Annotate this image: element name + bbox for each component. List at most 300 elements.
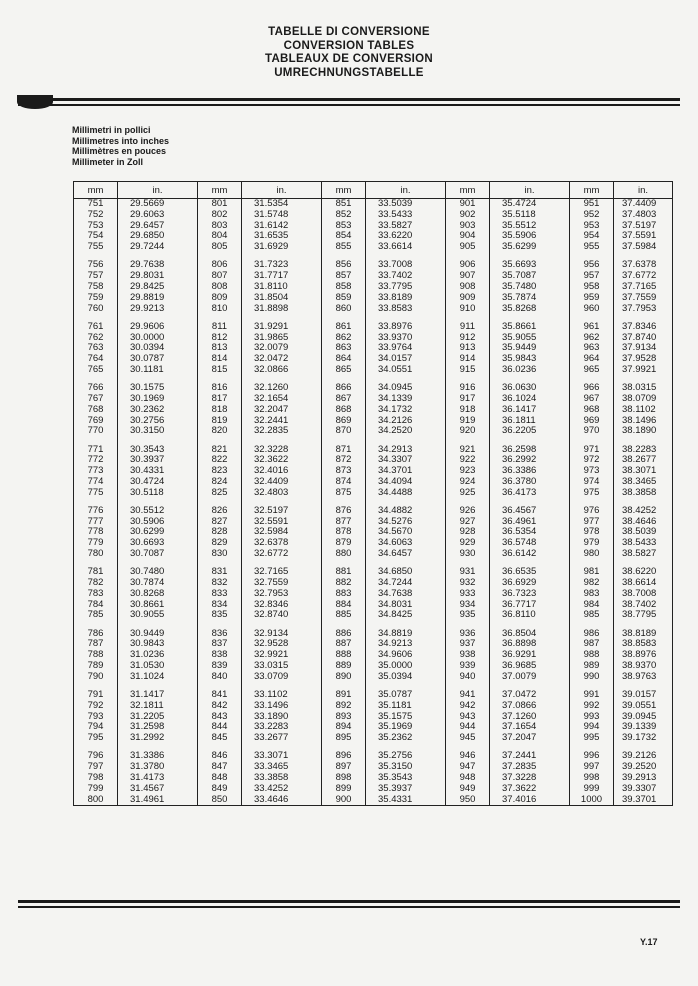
- mm-cell: 905: [446, 242, 490, 253]
- mm-cell: 986: [570, 629, 614, 640]
- title-italian: TABELLE DI CONVERSIONE: [268, 26, 430, 38]
- mm-cell: 845: [198, 733, 242, 744]
- inch-cell: 29.8031: [118, 271, 198, 282]
- inch-cell: 34.2913: [366, 445, 446, 456]
- table-row: [74, 322, 673, 333]
- mm-cell: 942: [446, 701, 490, 712]
- mm-cell: 962: [570, 333, 614, 344]
- inch-cell: 31.1024: [118, 672, 198, 683]
- inch-cell: 39.0945: [614, 712, 673, 723]
- inch-cell: 32.9528: [242, 639, 322, 650]
- inch-cell: 39.2913: [614, 773, 673, 784]
- table-subtitles: [72, 125, 169, 167]
- inch-cell: 35.2756: [366, 751, 446, 762]
- mm-cell: 790: [74, 672, 118, 683]
- inch-cell: 32.8740: [242, 610, 322, 621]
- mm-cell: 918: [446, 405, 490, 416]
- inch-cell: 36.1417: [490, 405, 570, 416]
- inch-cell: 38.2677: [614, 455, 673, 466]
- inch-cell: 38.3858: [614, 488, 673, 499]
- inch-cell: 31.2598: [118, 722, 198, 733]
- inch-cell: 29.7638: [118, 260, 198, 271]
- mm-cell: 798: [74, 773, 118, 784]
- inch-cell: 38.7795: [614, 610, 673, 621]
- inch-cell: 32.6772: [242, 549, 322, 560]
- inch-cell: 34.6457: [366, 549, 446, 560]
- inch-cell: 38.1102: [614, 405, 673, 416]
- mm-cell: 800: [74, 795, 118, 806]
- inch-cell: 32.0079: [242, 343, 322, 354]
- inch-cell: 38.0315: [614, 383, 673, 394]
- mm-cell: 824: [198, 477, 242, 488]
- inch-cell: 37.5197: [614, 221, 673, 232]
- mm-cell: 917: [446, 394, 490, 405]
- inch-cell: 30.2756: [118, 416, 198, 427]
- table-row: [74, 242, 673, 253]
- inch-cell: 38.6614: [614, 578, 673, 589]
- mm-cell: 920: [446, 426, 490, 437]
- inch-cell: 38.3071: [614, 466, 673, 477]
- mm-cell: 982: [570, 578, 614, 589]
- mm-cell: 868: [322, 405, 366, 416]
- inch-cell: 31.4961: [118, 795, 198, 806]
- inch-cell: 38.8189: [614, 629, 673, 640]
- mm-cell: 775: [74, 488, 118, 499]
- mm-cell: 927: [446, 517, 490, 528]
- inch-cell: 31.0236: [118, 650, 198, 661]
- inch-cell: 39.0551: [614, 701, 673, 712]
- inch-cell: 35.7480: [490, 282, 570, 293]
- mm-cell: 996: [570, 751, 614, 762]
- mm-cell: 762: [74, 333, 118, 344]
- mm-cell: 913: [446, 343, 490, 354]
- mm-cell: 947: [446, 762, 490, 773]
- inch-cell: 32.5197: [242, 506, 322, 517]
- inch-cell: 37.2047: [490, 733, 570, 744]
- inch-cell: 36.2205: [490, 426, 570, 437]
- inch-cell: 36.9685: [490, 661, 570, 672]
- mm-cell: 809: [198, 293, 242, 304]
- inch-cell: 31.6929: [242, 242, 322, 253]
- inch-cell: 33.5827: [366, 221, 446, 232]
- inch-cell: 35.0394: [366, 672, 446, 683]
- mm-cell: 801: [198, 199, 242, 210]
- inch-cell: 33.8189: [366, 293, 446, 304]
- inch-cell: 35.1181: [366, 701, 446, 712]
- mm-cell: 931: [446, 567, 490, 578]
- inch-cell: 34.3701: [366, 466, 446, 477]
- inch-cell: 36.3780: [490, 477, 570, 488]
- header-in: in.: [614, 182, 673, 199]
- mm-cell: 928: [446, 527, 490, 538]
- table-row: [74, 210, 673, 221]
- inch-cell: 29.6063: [118, 210, 198, 221]
- mm-cell: 923: [446, 466, 490, 477]
- inch-cell: 35.0000: [366, 661, 446, 672]
- mm-cell: 902: [446, 210, 490, 221]
- inch-cell: 37.4409: [614, 199, 673, 210]
- mm-cell: 946: [446, 751, 490, 762]
- table-row: [74, 672, 673, 683]
- inch-cell: 36.2992: [490, 455, 570, 466]
- mm-cell: 981: [570, 567, 614, 578]
- inch-cell: 38.1496: [614, 416, 673, 427]
- inch-cell: 37.9528: [614, 354, 673, 365]
- subtitle-german: Millimeter in Zoll: [72, 156, 144, 167]
- mm-cell: 760: [74, 304, 118, 315]
- inch-cell: 32.0472: [242, 354, 322, 365]
- inch-cell: 39.1339: [614, 722, 673, 733]
- mm-cell: 888: [322, 650, 366, 661]
- mm-cell: 862: [322, 333, 366, 344]
- mm-cell: 894: [322, 722, 366, 733]
- mm-cell: 811: [198, 322, 242, 333]
- inch-cell: 36.8504: [490, 629, 570, 640]
- inch-cell: 38.4252: [614, 506, 673, 517]
- mm-cell: 959: [570, 293, 614, 304]
- mm-cell: 855: [322, 242, 366, 253]
- mm-cell: 849: [198, 784, 242, 795]
- inch-cell: 31.6535: [242, 231, 322, 242]
- inch-cell: 31.4173: [118, 773, 198, 784]
- inch-cell: 29.7244: [118, 242, 198, 253]
- inch-cell: 38.4646: [614, 517, 673, 528]
- inch-cell: 36.6535: [490, 567, 570, 578]
- mm-cell: 998: [570, 773, 614, 784]
- inch-cell: 33.1496: [242, 701, 322, 712]
- inch-cell: 33.5433: [366, 210, 446, 221]
- inch-cell: 37.6378: [614, 260, 673, 271]
- mm-cell: 827: [198, 517, 242, 528]
- mm-cell: 840: [198, 672, 242, 683]
- inch-cell: 38.8583: [614, 639, 673, 650]
- mm-cell: 907: [446, 271, 490, 282]
- mm-cell: 990: [570, 672, 614, 683]
- mm-cell: 841: [198, 690, 242, 701]
- inch-cell: 34.6063: [366, 538, 446, 549]
- mm-cell: 938: [446, 650, 490, 661]
- inch-cell: 33.7008: [366, 260, 446, 271]
- inch-cell: 33.5039: [366, 199, 446, 210]
- mm-cell: 896: [322, 751, 366, 762]
- mm-cell: 881: [322, 567, 366, 578]
- mm-cell: 863: [322, 343, 366, 354]
- inch-cell: 31.2992: [118, 733, 198, 744]
- inch-cell: 33.3858: [242, 773, 322, 784]
- mm-cell: 823: [198, 466, 242, 477]
- inch-cell: 30.1181: [118, 365, 198, 376]
- mm-cell: 930: [446, 549, 490, 560]
- mm-cell: 821: [198, 445, 242, 456]
- mm-cell: 983: [570, 589, 614, 600]
- inch-cell: 35.3150: [366, 762, 446, 773]
- inch-cell: 31.3780: [118, 762, 198, 773]
- page-titles: [0, 26, 698, 80]
- inch-cell: 30.5118: [118, 488, 198, 499]
- mm-cell: 978: [570, 527, 614, 538]
- inch-cell: 30.0787: [118, 354, 198, 365]
- inch-cell: 30.3543: [118, 445, 198, 456]
- inch-cell: 34.4882: [366, 506, 446, 517]
- mm-cell: 854: [322, 231, 366, 242]
- table-row: [74, 405, 673, 416]
- mm-cell: 836: [198, 629, 242, 640]
- mm-cell: 818: [198, 405, 242, 416]
- mm-cell: 969: [570, 416, 614, 427]
- mm-cell: 949: [446, 784, 490, 795]
- inch-cell: 37.7165: [614, 282, 673, 293]
- mm-cell: 957: [570, 271, 614, 282]
- mm-cell: 778: [74, 527, 118, 538]
- inch-cell: 34.9213: [366, 639, 446, 650]
- inch-cell: 37.5984: [614, 242, 673, 253]
- mm-cell: 984: [570, 600, 614, 611]
- inch-cell: 35.6299: [490, 242, 570, 253]
- mm-cell: 993: [570, 712, 614, 723]
- inch-cell: 30.7087: [118, 549, 198, 560]
- inch-cell: 37.7559: [614, 293, 673, 304]
- mm-cell: 763: [74, 343, 118, 354]
- mm-cell: 997: [570, 762, 614, 773]
- mm-cell: 999: [570, 784, 614, 795]
- inch-cell: 31.8110: [242, 282, 322, 293]
- table-row: [74, 304, 673, 315]
- inch-cell: 34.7638: [366, 589, 446, 600]
- inch-cell: 31.5748: [242, 210, 322, 221]
- inch-cell: 35.3543: [366, 773, 446, 784]
- mm-cell: 832: [198, 578, 242, 589]
- inch-cell: 33.8976: [366, 322, 446, 333]
- mm-cell: 897: [322, 762, 366, 773]
- mm-cell: 810: [198, 304, 242, 315]
- mm-cell: 945: [446, 733, 490, 744]
- mm-cell: 885: [322, 610, 366, 621]
- mm-cell: 828: [198, 527, 242, 538]
- inch-cell: 30.0394: [118, 343, 198, 354]
- inch-cell: 32.2441: [242, 416, 322, 427]
- inch-cell: 35.0787: [366, 690, 446, 701]
- mm-cell: 953: [570, 221, 614, 232]
- inch-cell: 33.9370: [366, 333, 446, 344]
- mm-cell: 977: [570, 517, 614, 528]
- inch-cell: 38.5827: [614, 549, 673, 560]
- inch-cell: 36.4173: [490, 488, 570, 499]
- mm-cell: 922: [446, 455, 490, 466]
- mm-cell: 967: [570, 394, 614, 405]
- mm-cell: 852: [322, 210, 366, 221]
- inch-cell: 31.8898: [242, 304, 322, 315]
- mm-cell: 933: [446, 589, 490, 600]
- mm-cell: 879: [322, 538, 366, 549]
- inch-cell: 36.5748: [490, 538, 570, 549]
- mm-cell: 756: [74, 260, 118, 271]
- mm-cell: 802: [198, 210, 242, 221]
- inch-cell: 36.1024: [490, 394, 570, 405]
- mm-cell: 835: [198, 610, 242, 621]
- inch-cell: 38.9370: [614, 661, 673, 672]
- inch-cell: 32.6378: [242, 538, 322, 549]
- conversion-table: [73, 181, 673, 806]
- inch-cell: 30.9055: [118, 610, 198, 621]
- mm-cell: 820: [198, 426, 242, 437]
- mm-cell: 789: [74, 661, 118, 672]
- inch-cell: 30.2362: [118, 405, 198, 416]
- inch-cell: 38.6220: [614, 567, 673, 578]
- mm-cell: 860: [322, 304, 366, 315]
- inch-cell: 35.5118: [490, 210, 570, 221]
- title-english: CONVERSION TABLES: [283, 39, 415, 52]
- mm-cell: 906: [446, 260, 490, 271]
- mm-cell: 935: [446, 610, 490, 621]
- mm-cell: 994: [570, 722, 614, 733]
- inch-cell: 36.9291: [490, 650, 570, 661]
- inch-cell: 30.6299: [118, 527, 198, 538]
- mm-cell: 837: [198, 639, 242, 650]
- table-row: [74, 293, 673, 304]
- mm-cell: 976: [570, 506, 614, 517]
- inch-cell: 36.8110: [490, 610, 570, 621]
- mm-cell: 921: [446, 445, 490, 456]
- inch-cell: 36.4567: [490, 506, 570, 517]
- inch-cell: 32.7165: [242, 567, 322, 578]
- mm-cell: 886: [322, 629, 366, 640]
- mm-cell: 803: [198, 221, 242, 232]
- inch-cell: 37.9134: [614, 343, 673, 354]
- inch-cell: 39.2126: [614, 751, 673, 762]
- table-row: [74, 549, 673, 560]
- mm-cell: 929: [446, 538, 490, 549]
- mm-cell: 757: [74, 271, 118, 282]
- inch-cell: 37.5591: [614, 231, 673, 242]
- inch-cell: 37.8740: [614, 333, 673, 344]
- mm-cell: 774: [74, 477, 118, 488]
- inch-cell: 30.0000: [118, 333, 198, 344]
- mm-cell: 912: [446, 333, 490, 344]
- inch-cell: 37.4803: [614, 210, 673, 221]
- mm-cell: 991: [570, 690, 614, 701]
- inch-cell: 39.3307: [614, 784, 673, 795]
- mm-cell: 954: [570, 231, 614, 242]
- inch-cell: 38.8976: [614, 650, 673, 661]
- inch-cell: 36.3386: [490, 466, 570, 477]
- inch-cell: 32.9921: [242, 650, 322, 661]
- inch-cell: 35.8661: [490, 322, 570, 333]
- mm-cell: 830: [198, 549, 242, 560]
- inch-cell: 33.6614: [366, 242, 446, 253]
- mm-cell: 792: [74, 701, 118, 712]
- inch-cell: 30.3150: [118, 426, 198, 437]
- mm-cell: 1000: [570, 795, 614, 806]
- mm-cell: 963: [570, 343, 614, 354]
- inch-cell: 33.9764: [366, 343, 446, 354]
- mm-cell: 876: [322, 506, 366, 517]
- inch-cell: 37.1260: [490, 712, 570, 723]
- subtitle-italian: Millimetri in pollici: [72, 125, 151, 135]
- mm-cell: 858: [322, 282, 366, 293]
- inch-cell: 31.9865: [242, 333, 322, 344]
- inch-cell: 38.5039: [614, 527, 673, 538]
- inch-cell: 30.4331: [118, 466, 198, 477]
- mm-cell: 951: [570, 199, 614, 210]
- inch-cell: 35.9843: [490, 354, 570, 365]
- mm-cell: 968: [570, 405, 614, 416]
- mm-cell: 893: [322, 712, 366, 723]
- inch-cell: 29.8819: [118, 293, 198, 304]
- inch-cell: 37.3622: [490, 784, 570, 795]
- inch-cell: 34.0157: [366, 354, 446, 365]
- mm-cell: 781: [74, 567, 118, 578]
- mm-cell: 856: [322, 260, 366, 271]
- mm-cell: 822: [198, 455, 242, 466]
- table-row: [74, 426, 673, 437]
- inch-cell: 29.8425: [118, 282, 198, 293]
- mm-cell: 884: [322, 600, 366, 611]
- mm-cell: 919: [446, 416, 490, 427]
- mm-cell: 924: [446, 477, 490, 488]
- mm-cell: 904: [446, 231, 490, 242]
- mm-cell: 979: [570, 538, 614, 549]
- inch-cell: 37.2441: [490, 751, 570, 762]
- inch-cell: 32.1654: [242, 394, 322, 405]
- mm-cell: 910: [446, 304, 490, 315]
- header-in: in.: [366, 182, 446, 199]
- inch-cell: 34.9606: [366, 650, 446, 661]
- inch-cell: 29.5669: [118, 199, 198, 210]
- mm-cell: 939: [446, 661, 490, 672]
- mm-cell: 908: [446, 282, 490, 293]
- mm-cell: 934: [446, 600, 490, 611]
- mm-cell: 926: [446, 506, 490, 517]
- mm-cell: 772: [74, 455, 118, 466]
- mm-cell: 826: [198, 506, 242, 517]
- mm-cell: 767: [74, 394, 118, 405]
- table-body: [74, 199, 673, 806]
- header-mm: mm: [322, 182, 366, 199]
- title-french: TABLEAUX DE CONVERSION: [264, 53, 434, 65]
- mm-cell: 955: [570, 242, 614, 253]
- inch-cell: 33.2283: [242, 722, 322, 733]
- inch-cell: 32.4803: [242, 488, 322, 499]
- mm-cell: 883: [322, 589, 366, 600]
- inch-cell: 30.8661: [118, 600, 198, 611]
- inch-cell: 37.3228: [490, 773, 570, 784]
- mm-cell: 795: [74, 733, 118, 744]
- mm-cell: 941: [446, 690, 490, 701]
- inch-cell: 32.4016: [242, 466, 322, 477]
- inch-cell: 34.7244: [366, 578, 446, 589]
- mm-cell: 751: [74, 199, 118, 210]
- mm-cell: 764: [74, 354, 118, 365]
- header-mm: mm: [570, 182, 614, 199]
- mm-cell: 806: [198, 260, 242, 271]
- mm-cell: 901: [446, 199, 490, 210]
- mm-cell: 874: [322, 477, 366, 488]
- inch-cell: 35.8268: [490, 304, 570, 315]
- mm-cell: 814: [198, 354, 242, 365]
- mm-cell: 753: [74, 221, 118, 232]
- mm-cell: 765: [74, 365, 118, 376]
- mm-cell: 752: [74, 210, 118, 221]
- inch-cell: 34.8031: [366, 600, 446, 611]
- inch-cell: 36.0236: [490, 365, 570, 376]
- mm-cell: 842: [198, 701, 242, 712]
- header-in: in.: [490, 182, 570, 199]
- mm-cell: 925: [446, 488, 490, 499]
- mm-cell: 844: [198, 722, 242, 733]
- mm-cell: 833: [198, 589, 242, 600]
- mm-cell: 944: [446, 722, 490, 733]
- inch-cell: 32.9134: [242, 629, 322, 640]
